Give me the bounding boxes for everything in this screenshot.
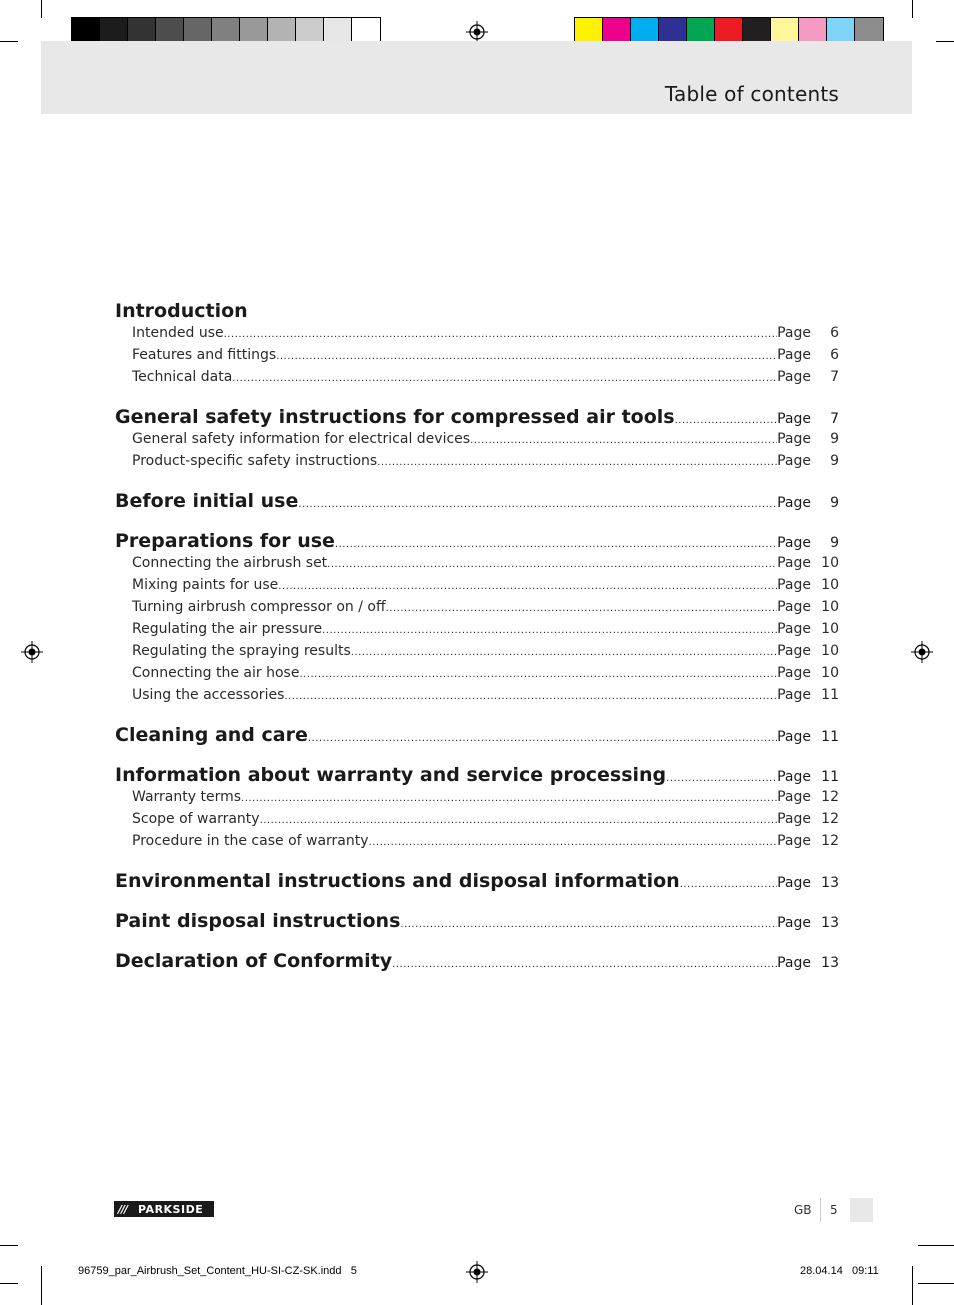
page-reference xyxy=(777,915,839,931)
page-number-ref: 13 xyxy=(821,955,839,971)
page-word: Page xyxy=(777,833,811,849)
page-reference xyxy=(777,495,839,511)
toc-section xyxy=(115,724,839,746)
dot-leader xyxy=(386,596,777,620)
page-reference xyxy=(777,640,839,662)
page-word: Page xyxy=(777,811,811,827)
toc-section xyxy=(115,950,839,972)
toc-subsection xyxy=(115,552,839,574)
page-number-ref: 9 xyxy=(830,431,839,447)
page-word: Page xyxy=(777,955,811,971)
toc-subsection-title: Warranty terms xyxy=(132,789,242,805)
page-number: 5 xyxy=(830,1203,838,1217)
toc-subsection-title: Technical data xyxy=(132,369,233,385)
page-word: Page xyxy=(777,347,811,363)
toc-section xyxy=(115,530,839,552)
toc-subsection xyxy=(115,344,839,366)
logo-stripes-icon: /// xyxy=(118,1202,128,1216)
toc-subsection-title: Mixing paints for use xyxy=(132,577,279,593)
page-reference xyxy=(777,618,839,640)
toc-section-title: Declaration of Conformity xyxy=(115,950,393,972)
footer-divider xyxy=(820,1198,821,1222)
page-number-ref: 6 xyxy=(830,325,839,341)
page-reference xyxy=(777,535,839,551)
page-word: Page xyxy=(777,915,811,931)
toc-subsection-title: Connecting the airbrush set xyxy=(132,555,328,571)
toc-section xyxy=(115,300,839,322)
page-reference xyxy=(777,366,839,388)
toc-subsection xyxy=(115,596,839,618)
page-number-ref: 9 xyxy=(830,535,839,551)
toc-section xyxy=(115,406,839,428)
page-word: Page xyxy=(777,535,811,551)
page-word: Page xyxy=(777,621,811,637)
dot-leader xyxy=(392,955,777,971)
page-number-ref: 9 xyxy=(830,495,839,511)
page-reference xyxy=(777,729,839,745)
page-reference xyxy=(777,411,839,427)
dot-leader xyxy=(278,574,777,598)
toc-subsection-title: Regulating the air pressure xyxy=(132,621,323,637)
page-reference xyxy=(777,662,839,684)
page-number-ref: 6 xyxy=(830,347,839,363)
parkside-logo xyxy=(114,1201,214,1217)
dot-leader xyxy=(299,662,777,686)
registration-mark-icon xyxy=(21,641,43,663)
page-word: Page xyxy=(777,769,811,785)
crop-mark xyxy=(0,1245,18,1246)
crop-mark xyxy=(936,41,954,42)
page-number-ref: 10 xyxy=(821,621,839,637)
toc-section-title: Introduction xyxy=(115,300,248,322)
page-reference xyxy=(777,875,839,891)
dot-leader xyxy=(335,535,777,551)
page-reference xyxy=(777,769,839,785)
toc-subsection xyxy=(115,322,839,344)
crop-mark xyxy=(912,0,913,18)
dot-leader xyxy=(260,808,778,832)
toc-section-title: Before initial use xyxy=(115,490,299,512)
page-word: Page xyxy=(777,431,811,447)
toc-subsection xyxy=(115,450,839,472)
toc-section xyxy=(115,764,839,786)
toc-subsection xyxy=(115,366,839,388)
dot-leader xyxy=(377,450,777,474)
page-reference xyxy=(777,450,839,472)
dot-leader xyxy=(666,769,777,785)
page-word: Page xyxy=(777,687,811,703)
toc-subsection-title: Connecting the air hose xyxy=(132,665,300,681)
page-number-ref: 11 xyxy=(821,729,839,745)
print-slug-date: 28.04.14 09:11 xyxy=(800,1265,879,1277)
registration-mark-icon xyxy=(466,21,488,43)
page-number-ref: 7 xyxy=(830,369,839,385)
page-number-ref: 10 xyxy=(821,577,839,593)
toc-section-title: Cleaning and care xyxy=(115,724,308,746)
page-number-ref: 10 xyxy=(821,643,839,659)
toc-subsection xyxy=(115,786,839,808)
toc-subsection xyxy=(115,684,839,706)
registration-mark-icon xyxy=(911,641,933,663)
page-reference xyxy=(777,344,839,366)
toc-subsection xyxy=(115,640,839,662)
page-word: Page xyxy=(777,789,811,805)
language-code: GB xyxy=(794,1203,812,1217)
page-word: Page xyxy=(777,729,811,745)
toc-subsection-title: Intended use xyxy=(132,325,224,341)
toc-subsection-title: Features and fittings xyxy=(132,347,277,363)
toc-subsection-title: Procedure in the case of warranty xyxy=(132,833,369,849)
dot-leader xyxy=(470,428,777,452)
page-reference xyxy=(777,574,839,596)
page-reference xyxy=(777,322,839,344)
page-word: Page xyxy=(777,411,811,427)
crop-mark xyxy=(0,41,18,42)
page-number-ref: 11 xyxy=(821,769,839,785)
page-reference xyxy=(777,955,839,971)
page-reference xyxy=(777,428,839,450)
page-reference xyxy=(777,552,839,574)
page-word: Page xyxy=(777,643,811,659)
toc-section-title: Information about warranty and service processing xyxy=(115,764,667,786)
page-number-ref: 9 xyxy=(830,453,839,469)
dot-leader xyxy=(232,366,777,390)
crop-mark xyxy=(0,1283,18,1284)
toc-section xyxy=(115,870,839,892)
toc-subsection-title: Scope of warranty xyxy=(132,811,260,827)
page-reference xyxy=(777,808,839,830)
dot-leader xyxy=(400,915,777,931)
page-number-ref: 12 xyxy=(821,833,839,849)
logo-brand-text: PARKSIDE xyxy=(138,1202,204,1216)
page-word: Page xyxy=(777,665,811,681)
page-number-ref: 13 xyxy=(821,915,839,931)
page-number-ref: 13 xyxy=(821,875,839,891)
page-number-ref: 7 xyxy=(830,411,839,427)
toc-subsection-title: Regulating the spraying results xyxy=(132,643,351,659)
toc-section-title: Environmental instructions and disposal information xyxy=(115,870,680,892)
crop-mark xyxy=(41,1266,42,1305)
page-reference xyxy=(777,786,839,808)
table-of-contents xyxy=(115,300,839,972)
page-word: Page xyxy=(777,875,811,891)
toc-section-title: Paint disposal instructions xyxy=(115,910,401,932)
page-word: Page xyxy=(777,577,811,593)
dot-leader xyxy=(322,618,777,642)
toc-subsection xyxy=(115,428,839,450)
dot-leader xyxy=(308,729,777,745)
crop-mark xyxy=(918,1245,954,1246)
registration-mark-icon xyxy=(466,1261,488,1283)
toc-section-title: Preparations for use xyxy=(115,530,335,552)
page-number-ref: 12 xyxy=(821,811,839,827)
page-number-ref: 10 xyxy=(821,599,839,615)
dot-leader xyxy=(241,786,777,810)
toc-subsection xyxy=(115,574,839,596)
dot-leader xyxy=(276,344,777,368)
page-word: Page xyxy=(777,599,811,615)
dot-leader xyxy=(369,830,778,854)
crop-mark xyxy=(918,1283,954,1284)
dot-leader xyxy=(351,640,777,664)
crop-mark xyxy=(912,1266,913,1305)
page-number-ref: 10 xyxy=(821,555,839,571)
toc-section xyxy=(115,490,839,512)
toc-section-title: General safety instructions for compressed air tools xyxy=(115,406,675,428)
toc-subsection xyxy=(115,808,839,830)
page-word: Page xyxy=(777,369,811,385)
print-slug-file: 96759_par_Airbrush_Set_Content_HU-SI-CZ-SK.indd 5 xyxy=(78,1265,357,1277)
dot-leader xyxy=(327,552,777,576)
page-word: Page xyxy=(777,555,811,571)
page-reference xyxy=(777,684,839,706)
page-number-ref: 11 xyxy=(821,687,839,703)
dot-leader xyxy=(298,495,777,511)
page-reference xyxy=(777,830,839,852)
dot-leader xyxy=(680,875,777,891)
page-word: Page xyxy=(777,495,811,511)
toc-section xyxy=(115,910,839,932)
dot-leader xyxy=(284,684,777,708)
crop-mark xyxy=(41,0,42,18)
toc-subsection-title: Turning airbrush compressor on / off xyxy=(132,599,386,615)
toc-subsection xyxy=(115,830,839,852)
dot-leader xyxy=(675,411,778,427)
page-number-ref: 10 xyxy=(821,665,839,681)
toc-subsection-title: Product-specific safety instructions xyxy=(132,453,378,469)
page-word: Page xyxy=(777,325,811,341)
footer-tab xyxy=(850,1198,873,1222)
page-number-ref: 12 xyxy=(821,789,839,805)
toc-subsection xyxy=(115,662,839,684)
toc-subsection-title: Using the accessories xyxy=(132,687,285,703)
dot-leader xyxy=(224,322,777,346)
page-title: Table of contents xyxy=(664,82,839,106)
page-word: Page xyxy=(777,453,811,469)
toc-subsection xyxy=(115,618,839,640)
page-reference xyxy=(777,596,839,618)
toc-subsection-title: General safety information for electrical devices xyxy=(132,431,471,447)
